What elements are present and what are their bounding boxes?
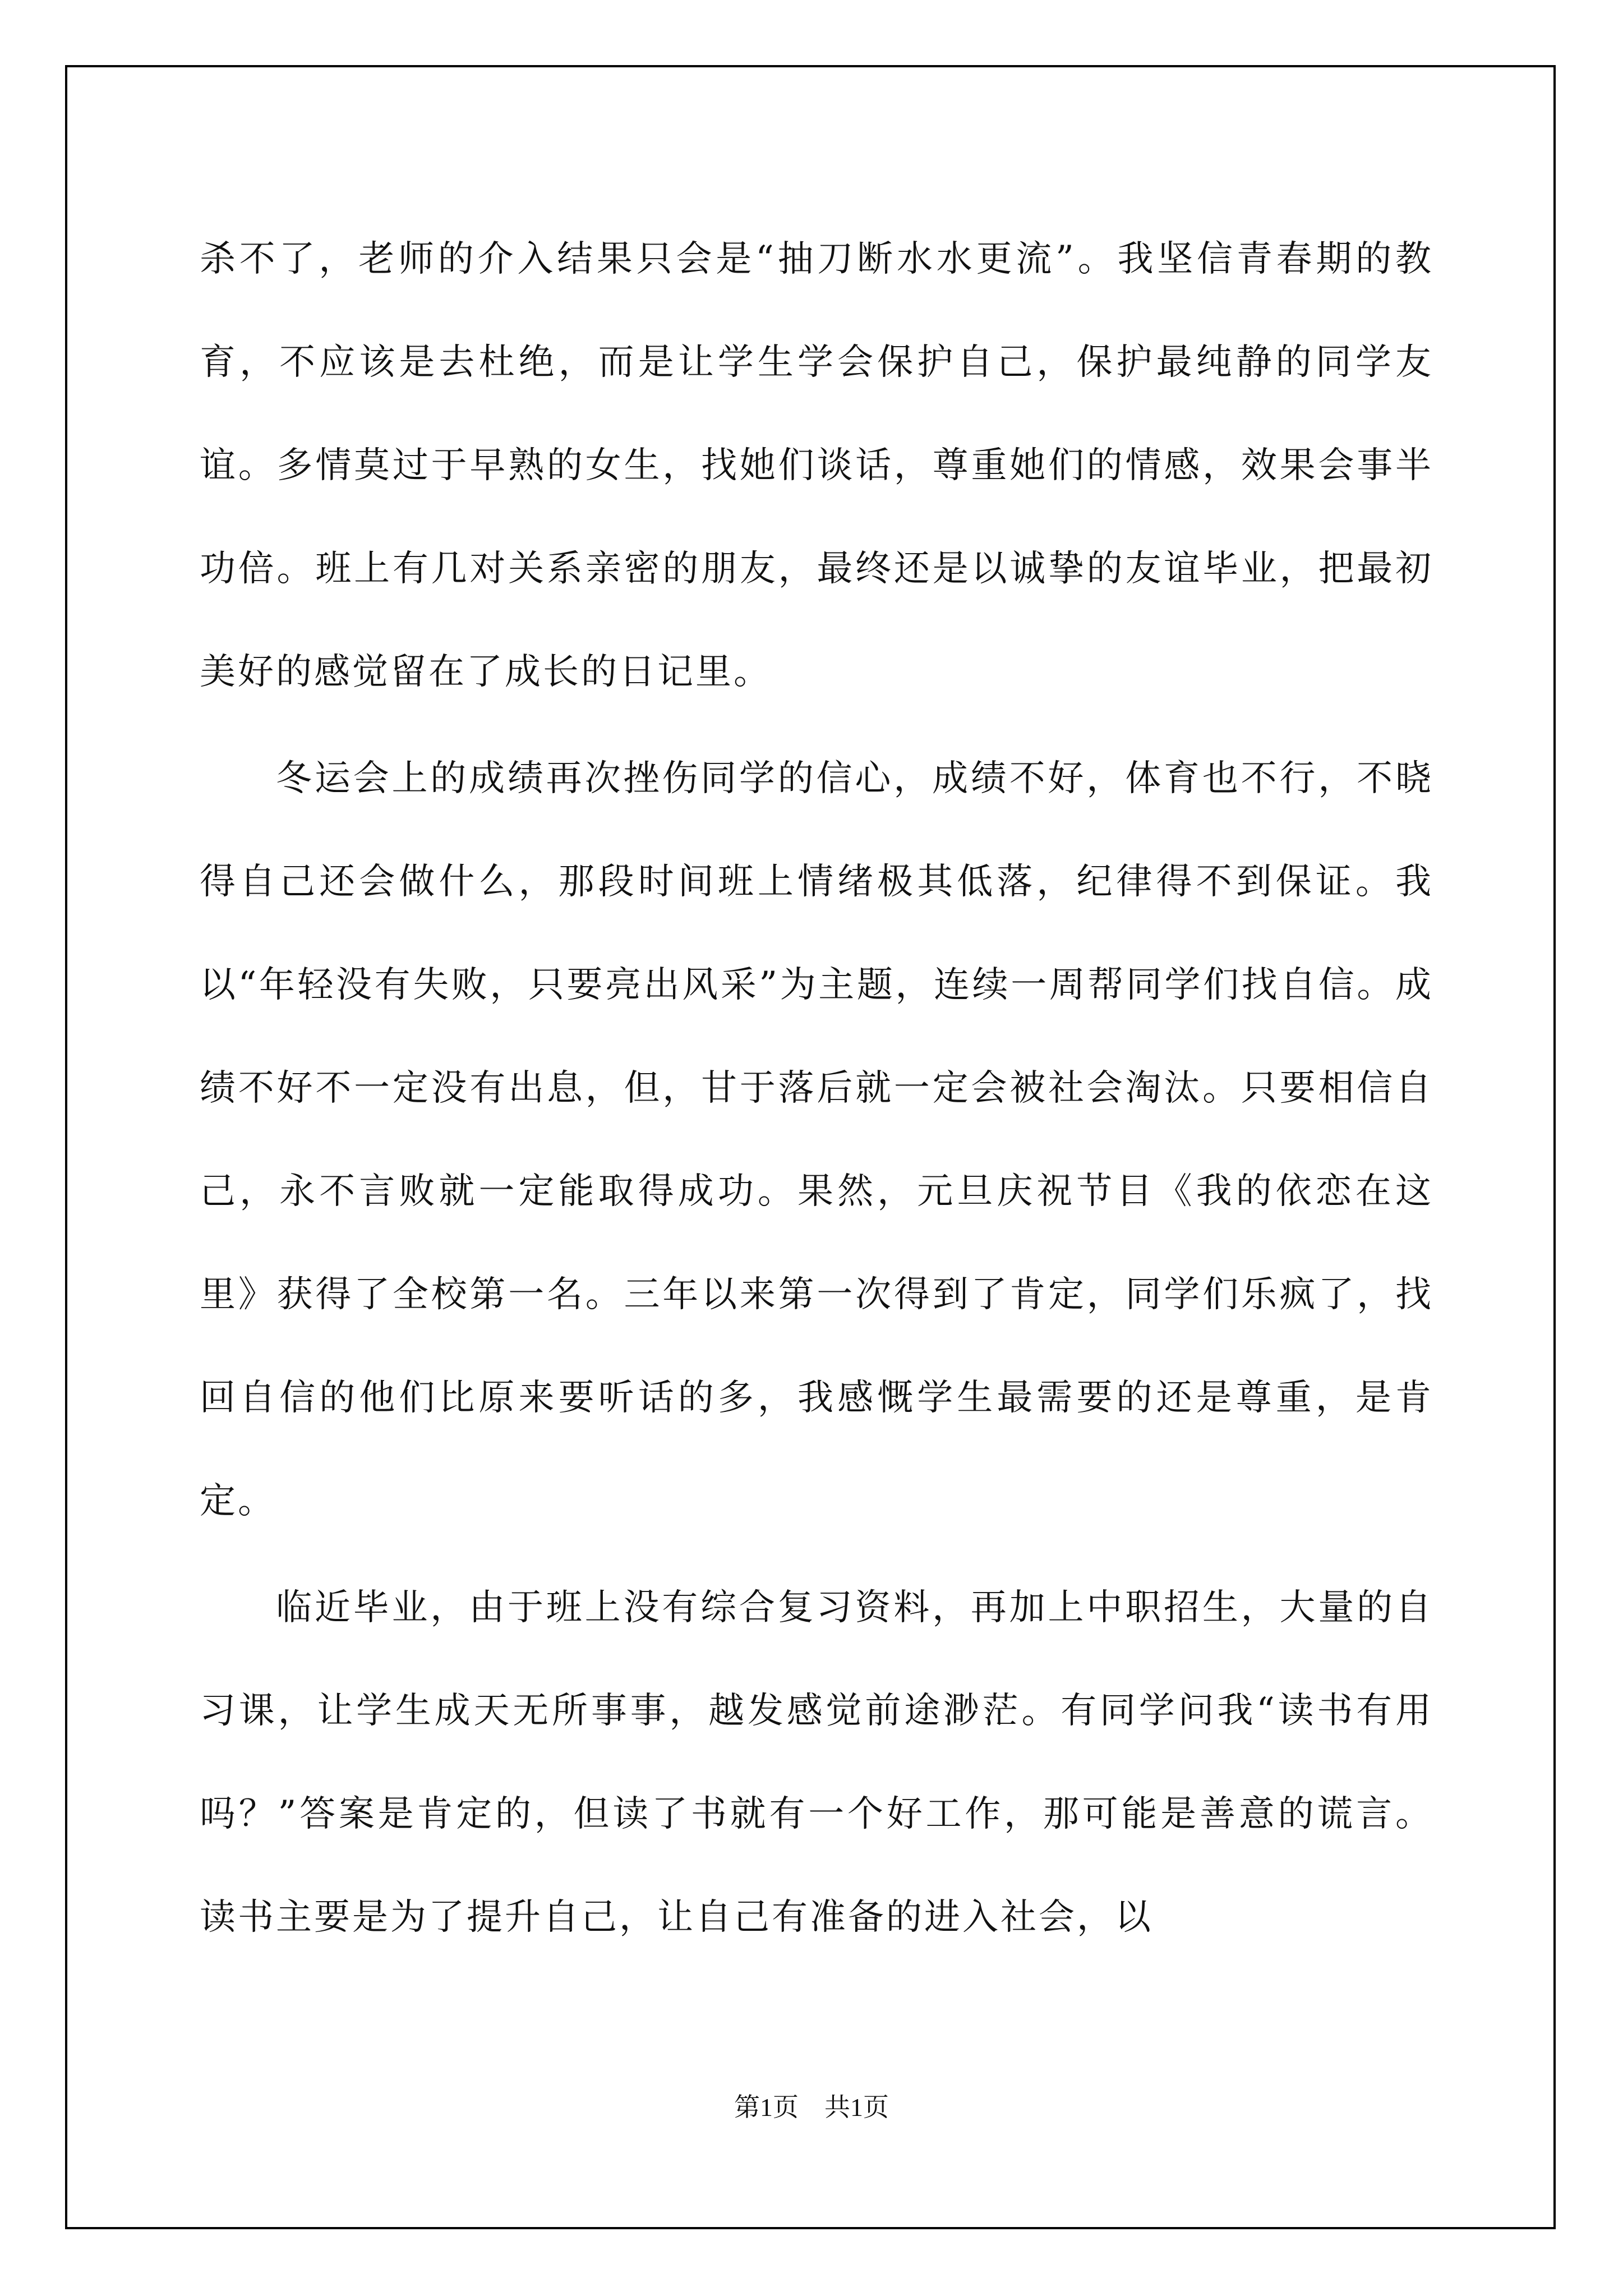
total-pages: 共1页 (824, 2093, 889, 2122)
paragraph-2: 冬运会上的成绩再次挫伤同学的信心，成绩不好，体育也不行，不晓得自己还会做什么，那段时间班上情绪极其低落，纪律得不到保证。我以“年轻没有失败，只要亮出风采”为主题，连续一周帮同学们找自信。成绩不好不一定没有出息，但，甘于落后就一定会被社会淘汰。只要相信自己，永不言败就一定能取得成功。果然，元旦庆祝节目《我的依恋在这里》获得了全校第一名。三年以来第一次得到了肯定，同学们乐疯了，找回自信的他们比原来要听话的多，我感慨学生最需要的还是尊重，是肯定。 (200, 758, 1433, 1522)
paragraph-1: 杀不了，老师的介入结果只会是“抽刀断水水更流”。我坚信青春期的教育，不应该是去杜绝，而是让学生学会保护自己，保护最纯静的同学友谊。多情莫过于早熟的女生，找她们谈话，尊重她们的情感，效果会事半功倍。班上有几对关系亲密的朋友，最终还是以诚挚的友谊毕业，把最初美好的感觉留在了成长的日记里。 (200, 238, 1433, 693)
document-body (200, 208, 1433, 1972)
paragraph-3: 临近毕业，由于班上没有综合复习资料，再加上中职招生，大量的自习课，让学生成天无所事事，越发感觉前途渺茫。有同学问我“读书有用吗？”答案是肯定的，但读了书就有一个好工作，那可能是善意的谎言。读书主要是为了提升自己，让自己有准备的进入社会，以 (200, 1587, 1433, 1938)
page-footer (0, 2087, 1623, 2124)
page-number: 第1页 (734, 2093, 799, 2122)
